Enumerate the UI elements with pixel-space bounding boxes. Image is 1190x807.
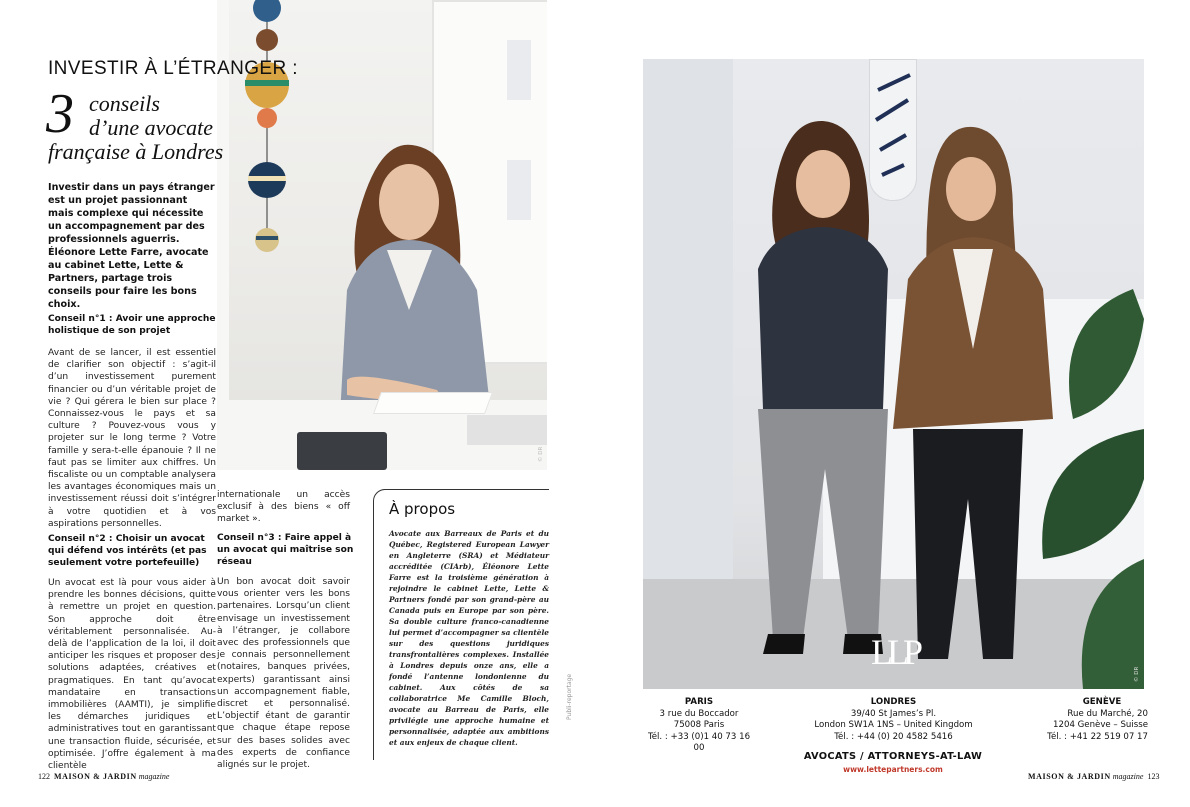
llp-logo: LLP [871, 632, 918, 672]
office-city: LONDRES [870, 697, 917, 707]
office-geneve [1036, 697, 1148, 743]
conseil2-continuation: internationale un accès exclusif à des biens « off market ». [217, 490, 350, 525]
office-address: 3 rue du Boccador [659, 708, 739, 719]
folio-suffix: magazine [138, 772, 170, 781]
papers [373, 392, 493, 414]
title-number: 3 [46, 83, 74, 145]
page-number: 122 [38, 772, 50, 781]
title-line: d’une avocate [89, 115, 213, 140]
bead-sculpture [237, 0, 297, 260]
folio-brand: MAISON & JARDIN [54, 772, 137, 781]
website-link[interactable]: www.lettepartners.com [843, 765, 943, 774]
folio-suffix: magazine [1112, 772, 1144, 781]
office-address: London SW1A 1NS – United Kingdom [814, 720, 973, 730]
title [48, 92, 223, 164]
photo-credit: © DR [1134, 666, 1140, 682]
conseil1-body: Avant de se lancer, il est essentiel de clarifier son objectif : s’agit-il d’un investissement purement financier ou d’un véritable projet de vie ? Qui gérera le bien sur place ? Connaissez-vous le pays et sa culture ? Pouvez-vous vous y projeter sur le long terme ? Votre famille y sera-t-elle épanouie ? Il ne faut pas se limiter aux chiffres. Un fiscaliste ou un comptable analysera les avantages économiques mais un investissement réussi doit s’intégrer à votre quotidien et à vos aspirations personnelles. [48, 348, 216, 529]
folio-right [1028, 772, 1159, 781]
conseil3-body: Un bon avocat doit savoir vous orienter vers les bons partenaires. Lorsqu’un client envisage un investissement à l’étranger, je collabore avec des professionnels que je connais personnellement (notaires, banques privées, experts) garantissant ainsi un accompagnement fiable, discret et personnalisé. L’objectif étant de garantir que chaque étape repose sur des bases solides avec des experts de confiance alignés sur le projet. [217, 577, 350, 771]
office-address: 75008 Paris [673, 720, 725, 730]
conseil3-heading: Conseil n°3 : Faire appel à un avocat qui maîtrise son réseau [217, 533, 354, 567]
apropos-title: À propos [389, 500, 456, 518]
office-address: 39/40 St James’s Pl. [850, 708, 937, 719]
office-phone: Tél. : +41 22 519 07 17 [1047, 731, 1148, 742]
kicker: INVESTIR À L’ÉTRANGER : [48, 58, 298, 79]
office-londres [800, 697, 987, 743]
office-address: 1204 Genève – Suisse [1053, 720, 1148, 730]
apropos-text: Avocate aux Barreaux de Paris et du Québec, Registered European Lawyer en Angleterre (SRA) et Médiateur accréditée (CIArb), Éléonore Lette Farre est la troisième génération à rejoindre le cabinet Lette, Lette & Partners fondé par son grand-père au Canada puis en Europe par son père. Sa double culture franco-canadienne lui permet d’accompagner sa clientèle sur des questions juridiques transfrontalières complexes. Installée à Londres depuis onze ans, elle a fondé l’antenne londonienne du cabinet. Aux côtés de sa collaboratrice Me Camille Bloch, avocate au Barreau de Paris, elle privilégie une approche humaine et personnalisée, adaptée aux ambitions et aux enjeux de chaque client. [389, 529, 549, 747]
monstera-plant [1013, 259, 1144, 689]
office-phone: Tél. : +44 (0) 20 4582 5416 [834, 731, 953, 742]
office-paris [643, 697, 755, 755]
window-pane [507, 40, 531, 100]
title-line: française à Londres [48, 139, 224, 164]
tagline: AVOCATS / ATTORNEYS-AT-LAW [803, 751, 983, 762]
office-address: Rue du Marché, 20 [1067, 708, 1148, 719]
title-line: conseils [89, 91, 160, 116]
conseil2-body: Un avocat est là pour vous aider à prendre les bonnes décisions, quitte à remettre un projet en question. Son approche doit être véritablement personnalisée. Au-delà de l’application de la loi, il doit anticiper les risques et proposer des solutions adaptées, créatives et pragmatiques. En tant qu’avocat mandataire en transactions immobilières (AAMTI), je simplifie les démarches juridiques et administratives tout en garantissant une transaction fluide, sécurisée, et optimisée. J’offre également à ma clientèle [48, 578, 216, 772]
page-number: 123 [1147, 772, 1160, 781]
conseil1-heading: Conseil n°1 : Avoir une approche holistique de son projet [48, 314, 216, 336]
folio-left [38, 772, 169, 781]
office-phone: Tél. : +33 (0)1 40 73 16 00 [647, 731, 751, 753]
office-city: PARIS [684, 697, 714, 707]
keyboard [467, 415, 547, 445]
side-label: Publi-reportage [566, 673, 573, 720]
conseil2-heading: Conseil n°2 : Choisir un avocat qui défend vos intérêts (et pas seulement votre portefeuille) [48, 534, 207, 568]
office-city: GENÈVE [1082, 697, 1122, 707]
photo-credit: © DR [538, 446, 544, 462]
folio-brand: MAISON & JARDIN [1028, 772, 1111, 781]
intro-paragraph: Investir dans un pays étranger est un projet passionnant mais complexe qui nécessite un accompagnement par des professionnels aguerris. Éléonore Lette Farre, avocate au cabinet Lette, Lette & Partners, partage trois conseils pour faire les bons choix. [48, 182, 215, 310]
phone [297, 432, 387, 470]
photo-two-lawyers [643, 59, 1144, 689]
